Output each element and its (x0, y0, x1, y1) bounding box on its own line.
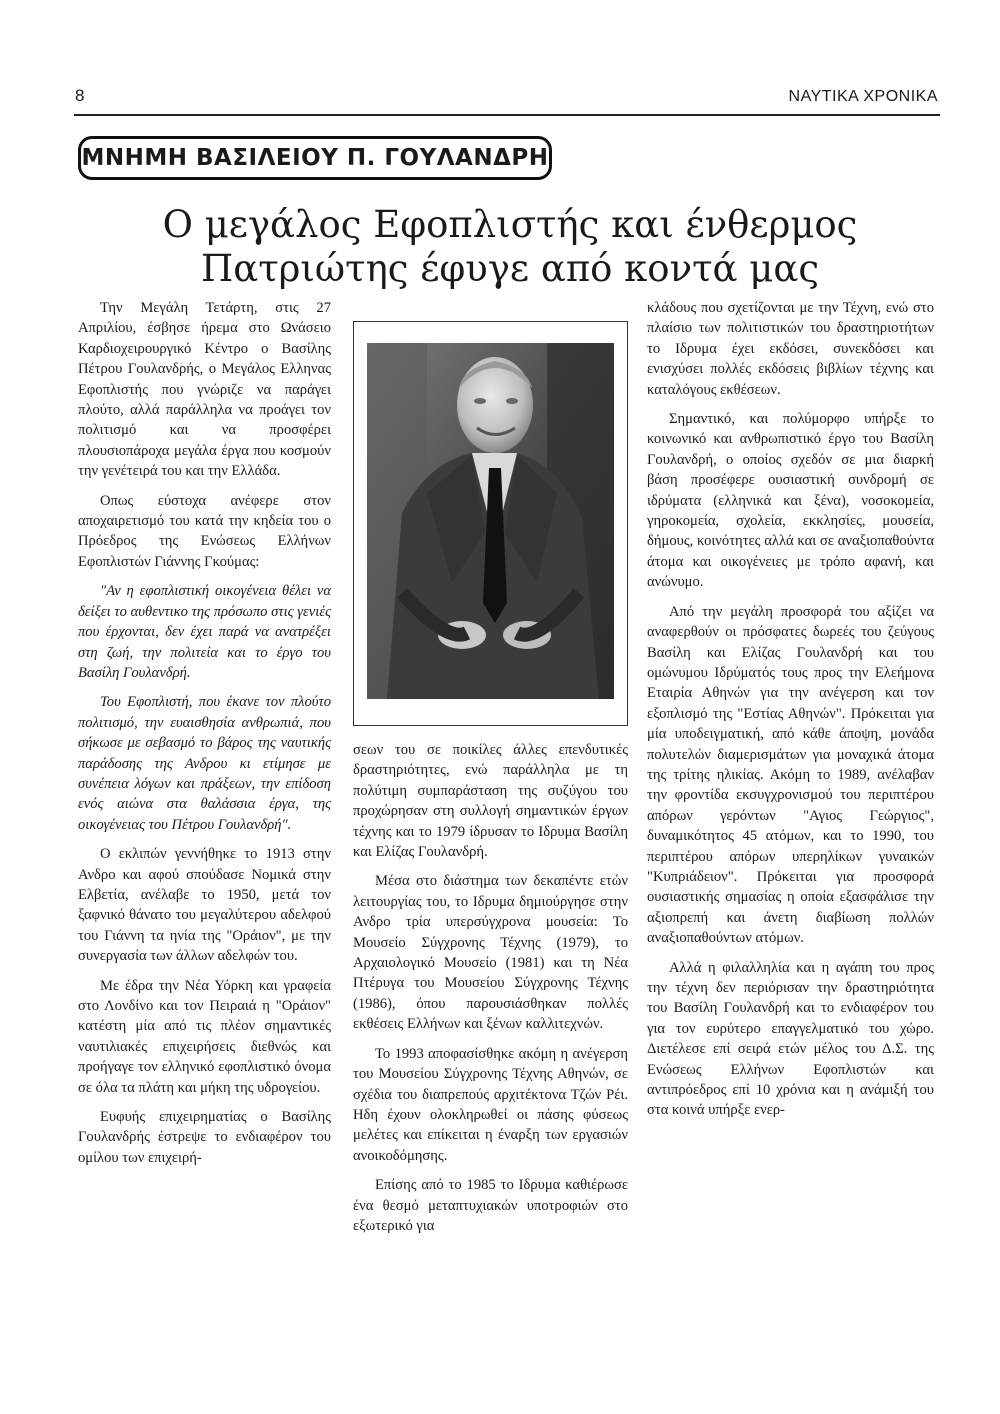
headline-line-2: Πατριώτης έφυγε από κοντά μας (200, 247, 820, 290)
paragraph: σεων του σε ποικίλες άλλες επενδυτικές δραστηριότητες, ενώ παράλληλα με τη πολύτιμη συμπαράσταση της συζύγου του προχώρησαν στη συλλογή σημαντικών έργων τέχνης και το 1979 ίδρυσαν το Ιδρυμα Βασίλη και Ελίζας Γουλανδρή. (353, 742, 628, 861)
paragraph: Μέσα στο διάστημα των δεκαπέντε ετών λειτουργίας του, το Ιδρυμα δημιούργησε στην Ανδρο τρία υπερσύγχρονα μουσεία: Το Μουσείο Σύγχρονης Τέχνης (1979), το Αρχαιολογικό Μουσείο (1981) και τη Νέα Πτέρυγα του Μουσείου Σύγχρονης Τέχνης (1986), όπου παρουσιάσθηκαν πολλές εκθέσεις Ελλήνων και ξένων καλλιτεχνών. (353, 873, 628, 1033)
paragraph: Οπως εύστοχα ανέφερε στον αποχαιρετισμό του κατά την κηδεία του ο Πρόεδρος της Ενώσεως Ελλήνων Εφοπλιστών Γιάννης Γκούμας: (78, 492, 331, 570)
headline-line-1: Ο μεγάλος Εφοπλιστής και ένθερμος (162, 203, 858, 246)
paragraph: Με έδρα την Νέα Υόρκη και γραφεία στο Λονδίνο και τον Πειραιά η "Οράιον" κατέστη μία από τις πλέον σημαντικές ναυτιλιακές επιχειρήσεις διεθνώς και προήγαγε τον ελληνικό εφοπλιστικό όνομα σε όλα τα πλάτη και μήκη της υδρογείου. (78, 977, 331, 1096)
paragraph: Την Μεγάλη Τετάρτη, στις 27 Απριλίου, έσβησε ήρεμα στο Ωνάσειο Καρδιοχειρουργικό Κέντρο ο Βασίλης Πέτρου Γουλανδρής, ο Μεγάλος Ελληνας Εφοπλιστής που γνώριζε να παράγει πλούτο, αλλά παράλληλα να προάγει τον πολιτισμό και να προσφέρει πλουσιοπάροχα μεγάλα έργα που κοσμούν την γενέτειρά του και την Ελλάδα. (78, 300, 331, 480)
paragraph: κλάδους που σχετίζονται με την Τέχνη, ενώ στο πλαίσιο των πολιτιστικών του δραστηριοτήτων το Ιδρυμα έχει εκδόσει, συνεκδόσει και ενισχύσει πολλές εκδόσεις βιβλίων τέχνης και καταλόγους εκθέσεων. (647, 300, 934, 398)
quote-paragraph: "Αν η εφοπλιστική οικογένεια θέλει να δείξει το αυθεντικο της πρόσωπο στις γενιές που έρχονται, δεν έχει παρά να ανατρέξει στη ζωή, την πολιτεία και το έργο του Βασίλη Γουλανδρή. (78, 583, 331, 681)
portrait-photo-frame (353, 321, 628, 726)
portrait-image (367, 343, 614, 699)
article-column-1 (78, 298, 331, 1177)
section-title (78, 136, 552, 180)
article-column-3 (647, 298, 934, 1130)
page-number: 8 (75, 86, 85, 105)
headline (100, 203, 920, 291)
paragraph: Από την μεγάλη προσφορά του αξίζει να αναφερθούν οι πρόσφατες δωρεές του ζεύγους Βασίλη και Ελίζας Γουλανδρή και του ομώνυμου Ιδρύματός τους προς την Ελεήμονα Εταιρία Αθηνών για την ανέγερση και τον εξοπλισμό της "Εστίας Αθηνών". Πρόκειται για μία υποδειγματική, από κάθε άποψη, μονάδα πολυτελών διαμερισμάτων για μοναχικά άτομα της τρίτης ηλικίας. Ακόμη το 1989, ανέλαβαν την φροντίδα εκσυγχρονισμού του περιπτέρου απόρων γερόντων "Αγιος Γεώργιος", δυναμικότητος 45 ατόμων, και το 1990, του περιπτέρου απόρων υπερηλίκων γυναικών "Κυπριάδειον". Πρόκειται για προσφορά ουσιαστικής σημασίας η οποία εξασφάλισε την αξιοπρεπή και άνετη διαβίωση πολλών αναξιοπαθούντων ατόμων. (647, 603, 934, 947)
article-column-2 (353, 740, 628, 1245)
portrait-photo (367, 343, 614, 699)
section-title-text: ΜΝΗΜΗ ΒΑΣΙΛΕΙΟΥ Π. ΓΟΥΛΑΝΔΡΗ (81, 145, 549, 171)
paragraph: Το 1993 αποφασίσθηκε ακόμη η ανέγερση του Μουσείου Σύγχρονης Τέχνης Αθηνών, σε σχέδια του διαπρεπούς αρχιτέκτονα Τζών Ρέι. Ηδη έχουν ολοκληρωθεί οι πάσης φύσεως μελέτες και επίκειται η έναρξη των εργασιών ανοικοδόμησης. (353, 1045, 628, 1164)
publication-name: ΝΑΥΤΙΚΑ ΧΡΟΝΙΚΑ (788, 88, 938, 105)
quote-paragraph: Του Εφοπλιστή, που έκανε τον πλούτο πολιτισμό, την ευαισθησία ανθρωπιά, που σήκωσε με σεβασμό το βάρος της ναυτικής παράδοσης της Ανδρου κι ετίμησε με συνέπεια λόγων και πράξεων, την επίδοση ενός αιώνα στα θαλάσσια έργα, της οικογένειας του Πέτρου Γουλανδρή". (78, 694, 331, 833)
paragraph: Ο εκλιπών γεννήθηκε το 1913 στην Ανδρο και αφού σπούδασε Νομικά στην Ελβετία, ανέλαβε το 1950, μετά τον ξαφνικό θάνατο του μεγαλύτερου αδελφού του Γιάννη τα ηνία της "Οράιον", με την συνεργασία των άλλων αδελφών του. (78, 846, 331, 965)
paragraph: Ευφυής επιχειρηματίας ο Βασίλης Γουλανδρής έστρεψε το ενδιαφέρον του ομίλου των επιχειρή- (78, 1109, 331, 1166)
paragraph: Αλλά η φιλαλληλία και η αγάπη του προς την τέχνη δεν περιόρισαν την δραστηριότητα του Βασίλη Γουλανδρή και το ενδιαφέρον του για τον ευρύτερο επαγγελματικό του χώρο. Διετέλεσε επί σειρά ετών μέλος του Δ.Σ. της Ενώσεως Ελλήνων Εφοπλιστών και αντιπρόεδρος επί 10 χρόνια και η ανάμιξή του στα κοινά υπήρξε ενερ- (647, 959, 934, 1119)
paragraph: Σημαντικό, και πολύμορφο υπήρξε το κοινωνικό και ανθρωπιστικό έργο του Βασίλη Γουλανδρή, ο οποίος σχεδόν σε μια διαρκή βάση προσέφερε ουσιαστική συνδρομή σε ιδρύματα (ελληνικά και ξένα), νοσοκομεία, γηροκομεία, σχολεία, εκκλησίες, μουσεία, δήμους, κοινότητες αλλά και σε αναξιοπαθούντα άτομα και οικογένειες με τρόπο αφανή, και ανώνυμο. (647, 411, 934, 591)
paragraph: Επίσης από το 1985 το Ιδρυμα καθιέρωσε ένα θεσμό μεταπτυχιακών υποτροφιών στο εξωτερικό για (353, 1177, 628, 1234)
header-rule (74, 114, 940, 116)
